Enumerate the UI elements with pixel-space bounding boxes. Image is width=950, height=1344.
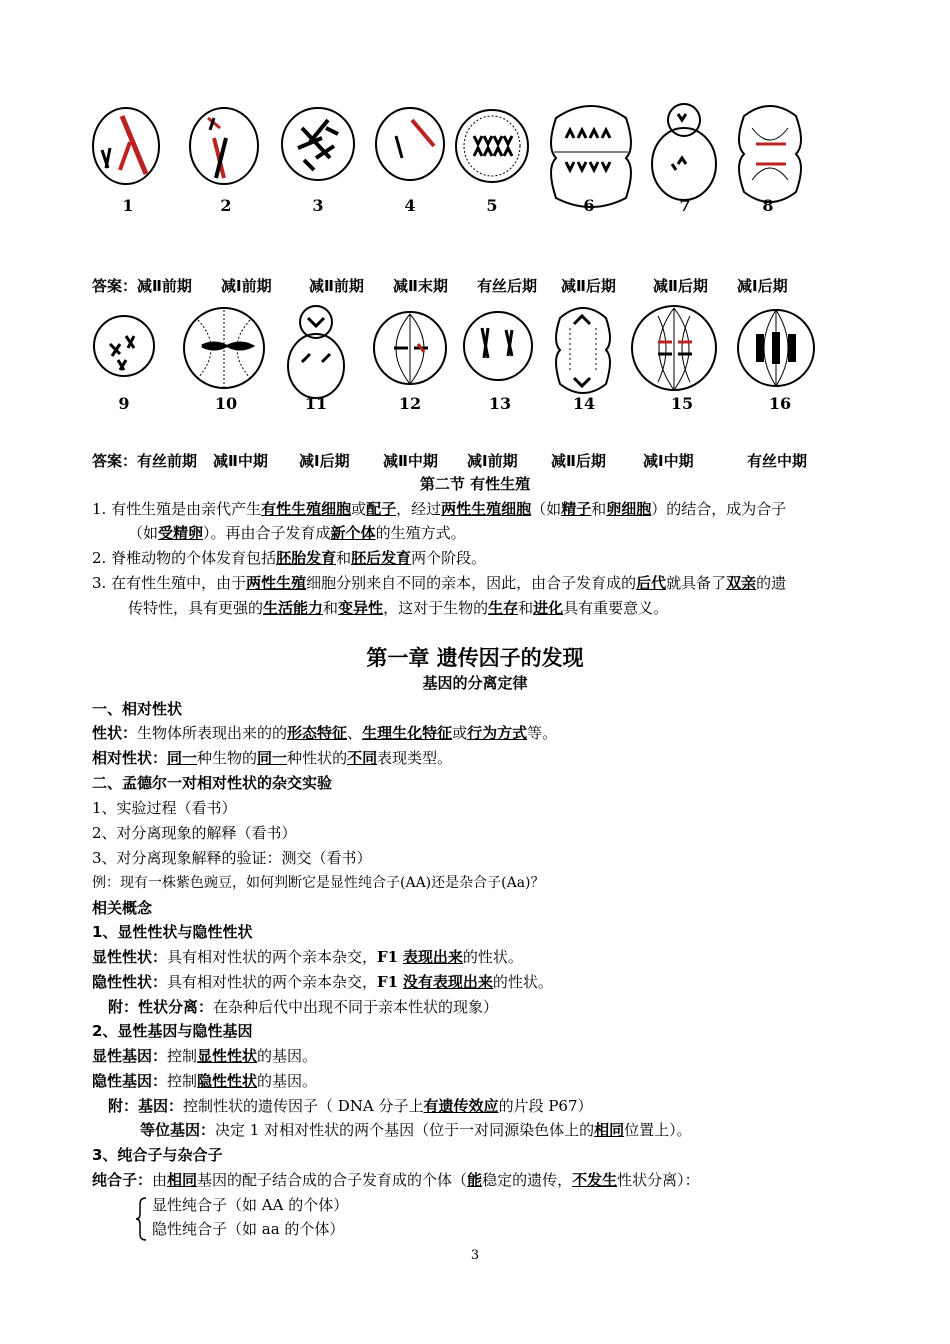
paragraph-3-cont: 传特性，具有更强的生活能力和变异性，这对于生物的生存和进化具有重要意义。: [128, 599, 669, 617]
figure-label: 9: [118, 394, 130, 413]
figure-row-1: [88, 98, 868, 228]
cell-diagram-15: [628, 300, 720, 400]
heading: 3、纯合子与杂合子: [92, 1146, 223, 1164]
text-line: 2、对分离现象的解释（看书）: [92, 824, 297, 842]
answer: 减Ⅰ后期: [737, 277, 788, 295]
note-line: 附：性状分离：在杂种后代中出现不同于亲本性状的现象）: [108, 998, 499, 1016]
cell-diagram-5: [454, 98, 534, 198]
definition-line: 性状：生物体所表现出来的的形态特征、生理生化特征或行为方式等。: [92, 724, 558, 742]
heading: 相关概念: [92, 899, 153, 917]
list-item: 隐性纯合子（如 aa 的个体）: [152, 1220, 345, 1238]
figure-label: 6: [583, 196, 595, 215]
example-line: 例：现有一株紫色豌豆，如何判断它是显性纯合子(AA)还是杂合子(Aa)？: [92, 875, 545, 891]
figure-label: 14: [572, 394, 596, 413]
answer: 减Ⅰ后期: [299, 452, 350, 470]
figure-label: 2: [220, 196, 232, 215]
definition-line: 隐性性状：具有相对性状的两个亲本杂交，F1 没有表现出来的性状。: [92, 973, 553, 991]
answer: 有丝前期: [137, 452, 198, 470]
heading: 一、相对性状: [92, 700, 183, 718]
definition-line: 隐性基因：控制隐性性状的基因。: [92, 1072, 318, 1090]
figure-label: 4: [404, 196, 416, 215]
answer: 减Ⅱ后期: [551, 452, 606, 470]
figure-row-2: [88, 300, 868, 430]
heading: 1、显性性状与隐性性状: [92, 923, 253, 941]
answers-row-2: 答案：有丝前期 减Ⅱ中期 减Ⅰ后期 减Ⅱ中期 减Ⅰ前期 减Ⅱ后期 减Ⅰ中期 有丝中期: [92, 452, 808, 470]
paragraph-1-cont: （如受精卵）。再由合子发育成新个体的生殖方式。: [128, 524, 466, 542]
definition-line: 显性性状：具有相对性状的两个亲本杂交，F1 表现出来的性状。: [92, 948, 523, 966]
figure-label: 12: [398, 394, 422, 413]
answer: 减Ⅱ前期: [137, 277, 192, 295]
note-line: 附：基因：控制性状的遗传因子（ DNA 分子上有遗传效应的片段 P67）: [108, 1097, 593, 1115]
cell-diagram-7: [648, 98, 728, 208]
figure-label: 1: [122, 196, 134, 215]
answer: 减Ⅱ末期: [393, 277, 448, 295]
cell-diagram-9: [90, 300, 160, 390]
figure-label: 11: [304, 394, 328, 413]
answer: 减Ⅱ中期: [213, 452, 268, 470]
answer: 减Ⅰ中期: [643, 452, 694, 470]
section-title: 第二节 有性生殖: [419, 475, 531, 493]
heading: 二、孟德尔一对相对性状的杂交实验: [92, 774, 333, 792]
cell-diagram-3: [280, 98, 360, 198]
answer: 减Ⅱ中期: [383, 452, 438, 470]
cell-diagram-16: [734, 300, 820, 395]
heading: 2、显性基因与隐性基因: [92, 1022, 253, 1040]
cell-diagram-4: [372, 98, 452, 198]
page-number: 3: [470, 1248, 480, 1263]
answer: 有丝中期: [747, 452, 808, 470]
chapter-title: 第一章 遗传因子的发现: [366, 646, 584, 670]
cell-diagram-11: [286, 300, 350, 400]
figure-label: 8: [762, 196, 774, 215]
answer: 减Ⅰ前期: [467, 452, 518, 470]
cell-diagram-13: [460, 300, 536, 390]
figure-label: 15: [670, 394, 694, 413]
paragraph-2: 2. 脊椎动物的个体发育包括胚胎发育和胚后发育两个阶段。: [92, 549, 487, 567]
definition-line: 显性基因：控制显性性状的基因。: [92, 1047, 318, 1065]
figure-label: 16: [768, 394, 792, 413]
figure-label: 3: [312, 196, 324, 215]
answer: 减Ⅱ后期: [561, 277, 616, 295]
answer: 有丝后期: [477, 277, 538, 295]
definition-line: 纯合子：由相同基因的配子结合成的合子发育成的个体（能稳定的遗传，不发生性状分离）：: [92, 1171, 700, 1189]
cell-diagram-8: [732, 98, 812, 208]
text-line: 1、实验过程（看书）: [92, 799, 237, 817]
brace-icon: [134, 1196, 148, 1242]
figure-label: 5: [486, 196, 498, 215]
chapter-subtitle: 基因的分离定律: [422, 674, 528, 692]
figure-label: 7: [679, 196, 691, 215]
cell-diagram-10: [180, 300, 270, 395]
note-line: 等位基因：决定 1 对相对性状的两个基因（位于一对同源染色体上的相同位置上）。: [140, 1121, 692, 1139]
cell-diagram-1: [88, 98, 168, 198]
answer: 减Ⅱ前期: [309, 277, 364, 295]
cell-diagram-12: [370, 300, 450, 395]
answer: 减Ⅰ前期: [221, 277, 272, 295]
list-item: 显性纯合子（如 AA 的个体）: [152, 1196, 349, 1214]
figure-label: 10: [214, 394, 238, 413]
cell-diagram-6: [546, 98, 636, 208]
paragraph-3: 3. 在有性生殖中，由于两性生殖细胞分别来自不同的亲本，因此，由合子发育成的后代就具备了双亲的遗: [92, 574, 787, 592]
text-line: 3、对分离现象解释的验证：测交（看书）: [92, 849, 372, 867]
cell-diagram-2: [184, 98, 264, 198]
answer: 减Ⅱ后期: [653, 277, 708, 295]
figure-label: 13: [488, 394, 512, 413]
definition-line: 相对性状：同一种生物的同一种性状的不同表现类型。: [92, 749, 453, 767]
cell-diagram-14: [550, 300, 616, 400]
paragraph-1: 1. 有性生殖是由亲代产生有性生殖细胞或配子，经过两性生殖细胞（如精子和卵细胞）的结合，成为合子: [92, 500, 787, 518]
answers-row-1: 答案：减Ⅱ前期 减Ⅰ前期 减Ⅱ前期 减Ⅱ末期 有丝后期 减Ⅱ后期 减Ⅱ后期 减Ⅰ后期: [92, 277, 788, 295]
